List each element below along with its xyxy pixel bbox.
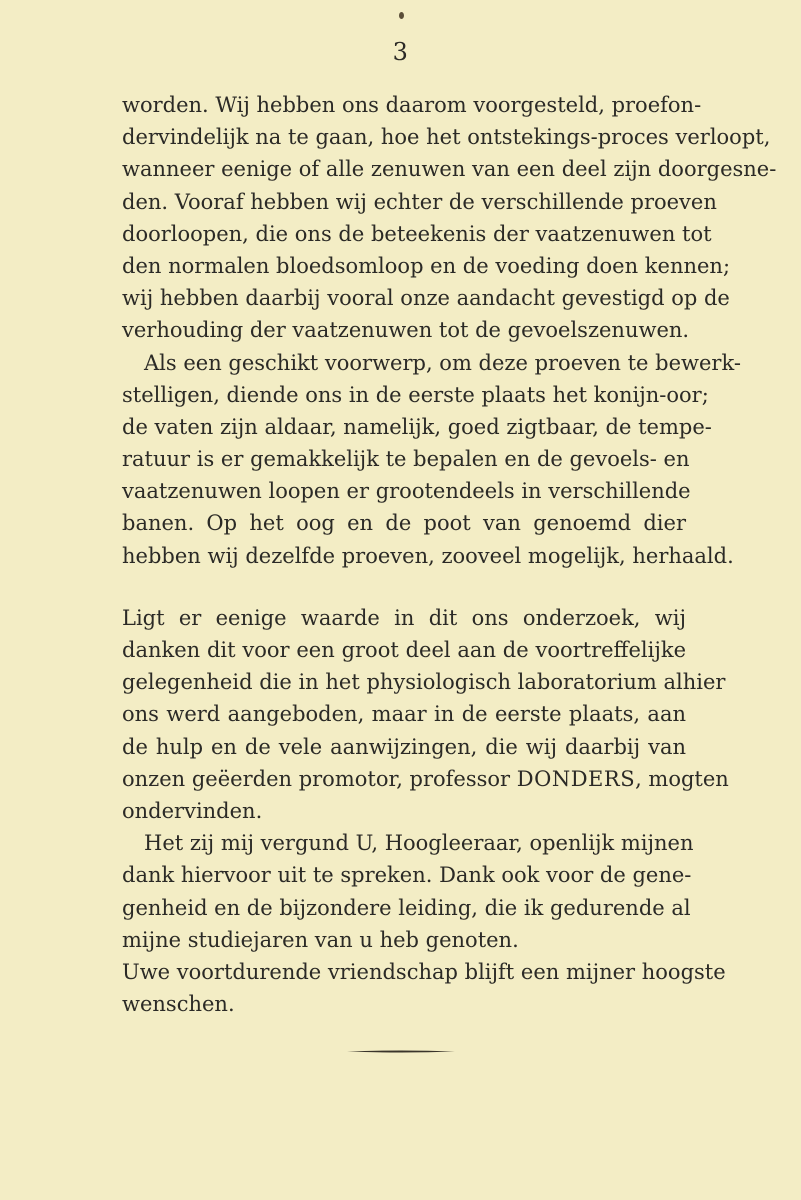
text-line: Het zij mij vergund U, Hoogleeraar, openlijk mijnen bbox=[144, 831, 694, 856]
text-line: de vaten zijn aldaar, namelijk, goed zigtbaar, de tempe- bbox=[122, 414, 712, 439]
text-line: ons werd aangeboden, maar in de eerste plaats, aan bbox=[122, 702, 686, 727]
text-line: de hulp en de vele aanwijzingen, die wij daarbij van bbox=[122, 734, 686, 759]
text-line-with-name bbox=[122, 763, 729, 795]
text-line: wanneer eenige of alle zenuwen van een deel zijn doorgesne- bbox=[122, 157, 777, 182]
text-fragment: , mogten bbox=[635, 766, 729, 791]
page-number: 3 bbox=[392, 38, 409, 66]
text-line: dank hiervoor uit te spreken. Dank ook voor de gene- bbox=[122, 863, 692, 888]
text-line: worden. Wij hebben ons daarom voorgesteld, proefon- bbox=[122, 93, 702, 117]
text-line: hebben wij dezelfde proeven, zooveel mogelijk, herhaald. bbox=[122, 543, 734, 568]
ink-speck bbox=[399, 12, 404, 19]
text-line: den normalen bloedsomloop en de voeding doen kennen; bbox=[122, 253, 731, 278]
text-line: dervindelijk na te gaan, hoe het ontstekings-proces verloopt, bbox=[122, 125, 771, 150]
text-line: verhouding der vaatzenuwen tot de gevoelszenuwen. bbox=[122, 318, 690, 343]
text-line: Uwe voortdurende vriendschap blijft een mijner hoogste bbox=[122, 959, 726, 984]
paragraph-gap bbox=[122, 572, 686, 602]
text-line: banen. Op het oog en de poot van genoemd dier bbox=[122, 511, 686, 536]
body-text bbox=[122, 89, 777, 1020]
text-line: stelligen, diende ons in de eerste plaats het konijn-oor; bbox=[122, 382, 709, 407]
decorative-rule bbox=[347, 1050, 455, 1053]
text-line: wenschen. bbox=[122, 992, 235, 1017]
text-line: ondervinden. bbox=[122, 798, 263, 823]
text-line: doorloopen, die ons de beteekenis der vaatzenuwen tot bbox=[122, 221, 712, 246]
text-line: vaatzenuwen loopen er grootendeels in verschillende bbox=[122, 479, 691, 504]
text-line: wij hebben daarbij vooral onze aandacht gevestigd op de bbox=[122, 286, 730, 311]
text-fragment: onzen geëerden promotor, professor bbox=[122, 766, 517, 791]
text-line: Ligt er eenige waarde in dit ons onderzoek, wij bbox=[122, 605, 686, 630]
text-line: Als een geschikt voorwerp, om deze proeven te bewerk- bbox=[144, 350, 741, 375]
text-line: gelegenheid die in het physiologisch laboratorium alhier bbox=[122, 670, 726, 695]
text-line: ratuur is er gemakkelijk te bepalen en de gevoels- en bbox=[122, 447, 690, 472]
text-line: den. Vooraf hebben wij echter de verschillende proeven bbox=[122, 189, 717, 214]
promotor-name: DONDERS bbox=[516, 766, 636, 791]
text-line: danken dit voor een groot deel aan de voortreffelijke bbox=[122, 638, 686, 662]
text-line: genheid en de bijzondere leiding, die ik gedurende al bbox=[122, 895, 691, 920]
text-line: mijne studiejaren van u heb genoten. bbox=[122, 927, 519, 952]
